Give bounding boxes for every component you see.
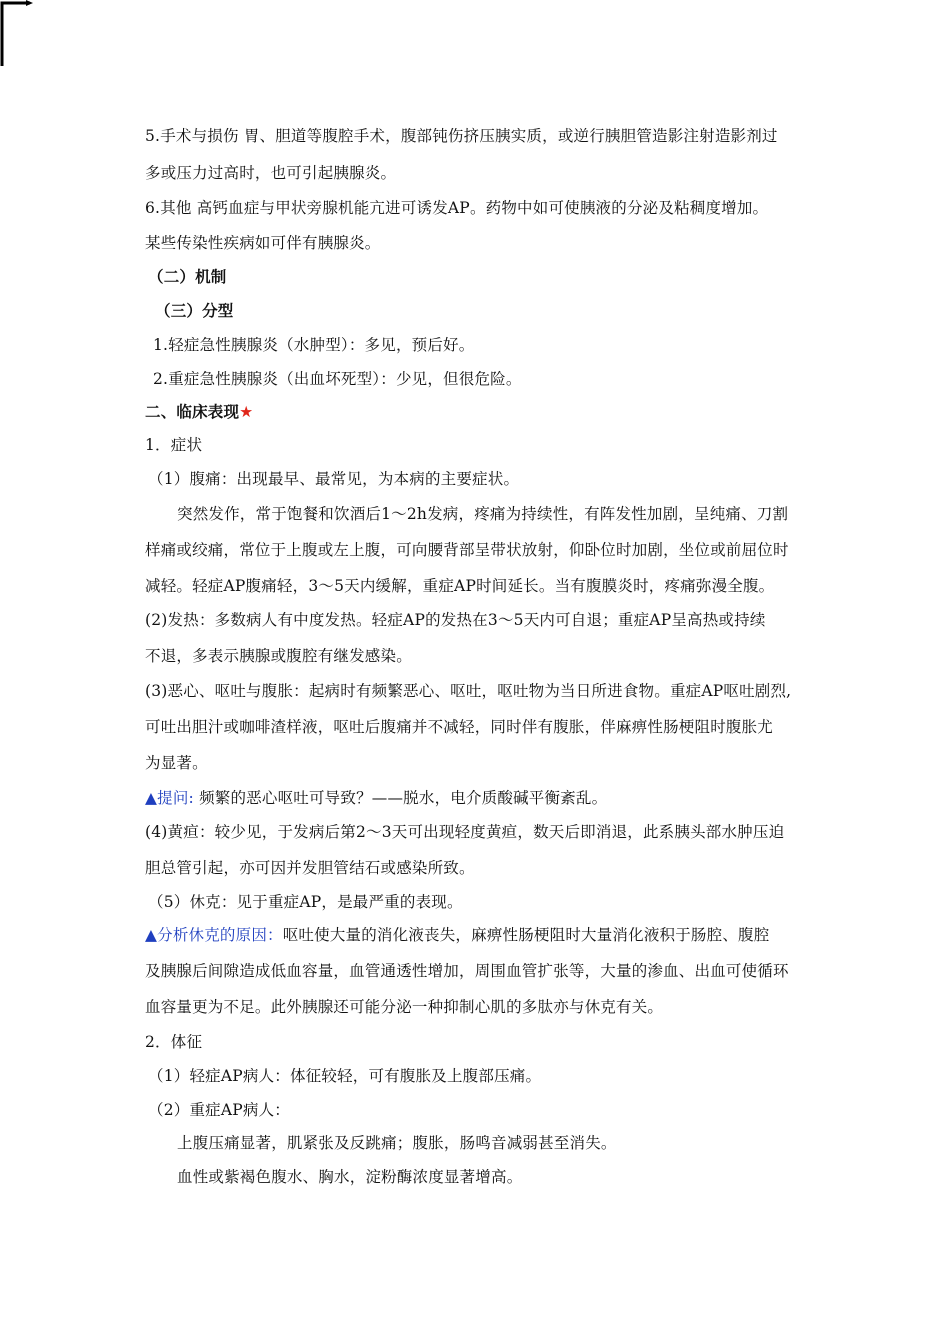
analysis-line (145, 925, 769, 946)
paragraph-line: 多或压力过高时，也可引起胰腺炎。 (145, 164, 397, 182)
subheading-signs: 2．体征 (145, 1033, 203, 1051)
section-heading-mechanism: （二）机制 (148, 268, 227, 286)
paragraph-line: (3)恶心、呕吐与腹胀：起病时有频繁恶心、呕吐，呕吐物为当日所进食物。重症AP呕吐剧烈, (145, 682, 792, 700)
paragraph-line: （2）重症AP病人： (148, 1101, 290, 1119)
paragraph-line: 6.其他 高钙血症与甲状旁腺机能亢进可诱发AP。药物中如可使胰液的分泌及粘稠度增加。 (145, 199, 769, 217)
paragraph-line: 上腹压痛显著，肌紧张及反跳痛；腹胀，肠鸣音减弱甚至消失。 (177, 1134, 617, 1152)
question-label: ▲提问: (145, 789, 194, 807)
question-text: 频繁的恶心呕吐可导致？——脱水，电介质酸碱平衡紊乱。 (193, 789, 608, 807)
paragraph-line: 减轻。轻症AP腹痛轻，3～5天内缓解，重症AP时间延长。当有腹膜炎时，疼痛弥漫全腹。 (145, 577, 775, 595)
star-icon: ★ (239, 403, 254, 421)
paragraph-line: 某些传染性疾病如可伴有胰腺炎。 (145, 234, 381, 252)
paragraph-line: 血容量更为不足。此外胰腺还可能分泌一种抑制心肌的多肽亦与休克有关。 (145, 998, 664, 1016)
corner-crop-mark (0, 0, 34, 66)
paragraph-line: (2)发热：多数病人有中度发热。轻症AP的发热在3～5天内可自退；重症AP呈高热或持续 (145, 611, 766, 629)
question-line (145, 788, 607, 809)
paragraph-line: （5）休克：见于重症AP，是最严重的表现。 (148, 893, 463, 911)
paragraph-line: 样痛或绞痛，常位于上腹或左上腹，可向腰背部呈带状放射，仰卧位时加剧，坐位或前屈位时 (145, 541, 789, 559)
paragraph-line: 5.手术与损伤 胃、胆道等腹腔手术，腹部钝伤挤压胰实质，或逆行胰胆管造影注射造影剂过 (145, 127, 778, 145)
paragraph-line: （1）腹痛：出现最早、最常见，为本病的主要症状。 (148, 470, 520, 488)
analysis-text: 呕吐使大量的消化液丧失，麻痹性肠梗阻时大量消化液积于肠腔、腹腔 (282, 926, 770, 944)
heading-text: 二、临床表现 (145, 403, 240, 421)
paragraph-line: (4)黄疸：较少见，于发病后第2～3天可出现轻度黄疸，数天后即消退，此系胰头部水肿压迫 (145, 823, 785, 841)
paragraph-line: 不退，多表示胰腺或腹腔有继发感染。 (145, 647, 412, 665)
paragraph-line: 为显著。 (145, 754, 208, 772)
paragraph-line: 胆总管引起，亦可因并发胆管结石或感染所致。 (145, 859, 475, 877)
paragraph-line: 及胰腺后间隙造成低血容量，血管通透性增加，周围血管扩张等，大量的渗血、出血可使循环 (145, 962, 789, 980)
section-heading-types: （三）分型 (155, 302, 234, 320)
analysis-label: ▲分析休克的原因： (145, 926, 283, 944)
list-item: 2.重症急性胰腺炎（出血坏死型）：少见，但很危险。 (153, 370, 522, 388)
section-heading-clinical (145, 402, 253, 423)
paragraph-line: 可吐出胆汁或咖啡渣样液，呕吐后腹痛并不减轻，同时伴有腹胀，伴麻痹性肠梗阻时腹胀尤 (145, 718, 774, 736)
paragraph-line: 突然发作，常于饱餐和饮酒后1～2h发病，疼痛为持续性，有阵发性加剧，呈纯痛、刀割 (177, 505, 789, 523)
list-item: 1.轻症急性胰腺炎（水肿型）：多见，预后好。 (153, 336, 475, 354)
paragraph-line: 血性或紫褐色腹水、胸水，淀粉酶浓度显著增高。 (177, 1168, 523, 1186)
paragraph-line: （1）轻症AP病人：体征较轻，可有腹胀及上腹部压痛。 (148, 1067, 542, 1085)
subheading-symptoms: 1．症状 (145, 436, 203, 454)
